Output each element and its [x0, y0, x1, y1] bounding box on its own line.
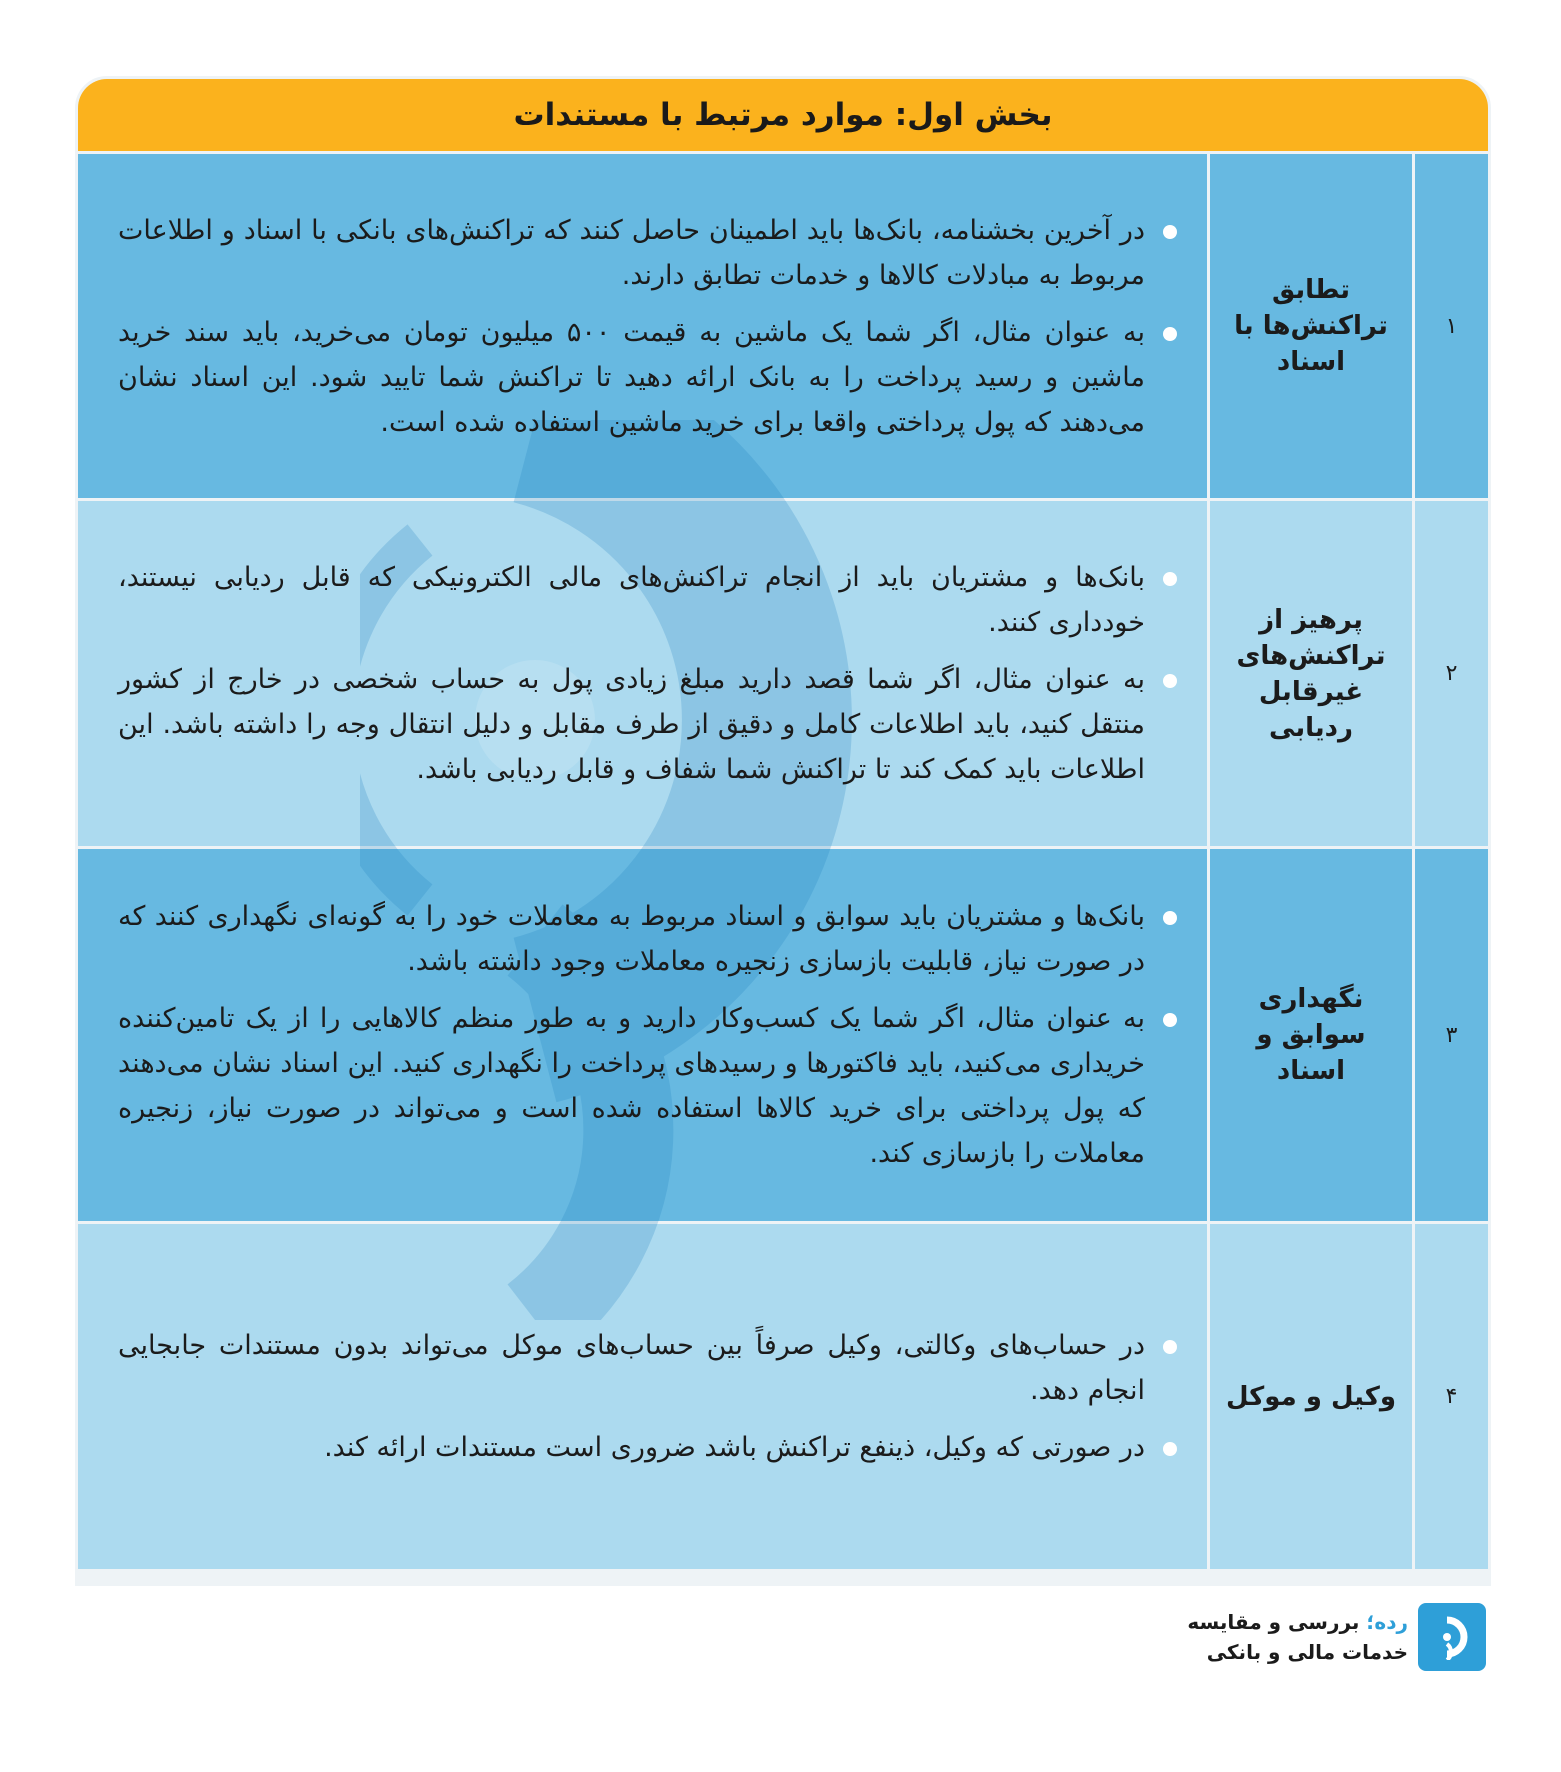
bullet-dot-icon [1163, 327, 1177, 341]
bullet-dot-icon [1163, 674, 1177, 688]
row-title: تطابق تراکنش‌ها با اسناد [1207, 154, 1412, 498]
logo-line-2: خدمات مالی و بانکی [1206, 1640, 1408, 1664]
row-number: ۱ [1412, 154, 1488, 498]
bullet-text: به عنوان مثال، اگر شما قصد دارید مبلغ زیادی پول به حساب شخصی در خارج از کشور منتقل کنید، باید اطلاعات کامل و دقیق از طرف مقابل و دلیل انتقال وجه را داشته باشد. این اطلاعات باید کمک کند تا تراکنش شما شفاف و قابل ردیابی باشد. [118, 664, 1145, 785]
bullet-item [118, 555, 1177, 645]
row-title: نگهداری سوابق و اسناد [1207, 849, 1412, 1221]
brand-logo [1187, 1600, 1486, 1674]
bullet-text: در صورتی که وکیل، ذینفع تراکنش باشد ضروری است مستندات ارائه کند. [324, 1432, 1145, 1463]
row-description [78, 154, 1207, 498]
bullet-item [118, 310, 1177, 445]
bullet-item [118, 996, 1177, 1176]
table-row [78, 1221, 1488, 1569]
bullet-item [118, 657, 1177, 792]
row-number: ۲ [1412, 501, 1488, 846]
bullet-text: در حساب‌های وکالتی، وکیل صرفاً بین حساب‌های موکل می‌تواند بدون مستندات جابجایی انجام دهد. [118, 1330, 1145, 1406]
bullet-item [118, 1425, 1177, 1470]
row-number: ۴ [1412, 1224, 1488, 1569]
table-row [78, 846, 1488, 1221]
table-row [78, 498, 1488, 846]
radeh-logo-icon [1418, 1603, 1486, 1671]
table-row [78, 151, 1488, 498]
logo-text [1187, 1607, 1408, 1667]
row-title: وکیل و موکل [1207, 1224, 1412, 1569]
bullet-text: به عنوان مثال، اگر شما یک ماشین به قیمت ۵۰۰ میلیون تومان می‌خرید، باید سند خرید ماشین و رسید پرداخت را به بانک ارائه دهید تا تراکنش شما تایید شود. این اسناد نشان می‌دهند که پول پرداختی واقعا برای خرید ماشین استفاده شده است. [118, 316, 1145, 438]
bullet-dot-icon [1163, 225, 1177, 239]
logo-line-1 [1187, 1607, 1408, 1637]
bullet-dot-icon [1163, 1442, 1177, 1456]
bullet-item [118, 1323, 1177, 1413]
bullet-text: بانک‌ها و مشتریان باید از انجام تراکنش‌های مالی الکترونیکی که قابل ردیابی نیستند، خودداری کنند. [118, 562, 1145, 638]
row-title: پرهیز از تراکنش‌های غیرقابل ردیابی [1207, 501, 1412, 846]
bullet-dot-icon [1163, 911, 1177, 925]
bullet-item [118, 208, 1177, 298]
row-description [78, 849, 1207, 1221]
bullet-dot-icon [1163, 1340, 1177, 1354]
brand-name: رده؛ [1366, 1610, 1408, 1634]
row-number: ۳ [1412, 849, 1488, 1221]
bullet-item [118, 894, 1177, 984]
bullet-text: بانک‌ها و مشتریان باید سوابق و اسناد مربوط به معاملات خود را به گونه‌ای نگهداری کنند که در صورت نیاز، قابلیت بازسازی زنجیره معاملات وجود داشته باشد. [118, 901, 1145, 977]
bullet-text: در آخرین بخشنامه، بانک‌ها باید اطمینان حاصل کنند که تراکنش‌های بانکی با اسناد و اطلاعات مربوط به مبادلات کالاها و خدمات تطابق دارند. [118, 214, 1145, 291]
table-title: بخش اول: موارد مرتبط با مستندات [78, 79, 1488, 151]
requirements-table [75, 76, 1491, 1586]
bullet-dot-icon [1163, 1013, 1177, 1027]
row-description [78, 501, 1207, 846]
row-description [78, 1224, 1207, 1569]
bullet-dot-icon [1163, 572, 1177, 586]
bullet-text: به عنوان مثال، اگر شما یک کسب‌وکار دارید و به طور منظم کالاهایی را از یک تامین‌کننده خریداری می‌کنید، باید فاکتورها و رسیدهای پرداخت را نگهداری کنید. این اسناد نشان می‌دهند که پول پرداختی برای خرید کالاها استفاده شده است و می‌تواند در صورت نیاز، زنجیره معاملات را بازسازی کند. [118, 1003, 1145, 1169]
logo-tagline-1: بررسی و مقایسه [1187, 1610, 1360, 1634]
